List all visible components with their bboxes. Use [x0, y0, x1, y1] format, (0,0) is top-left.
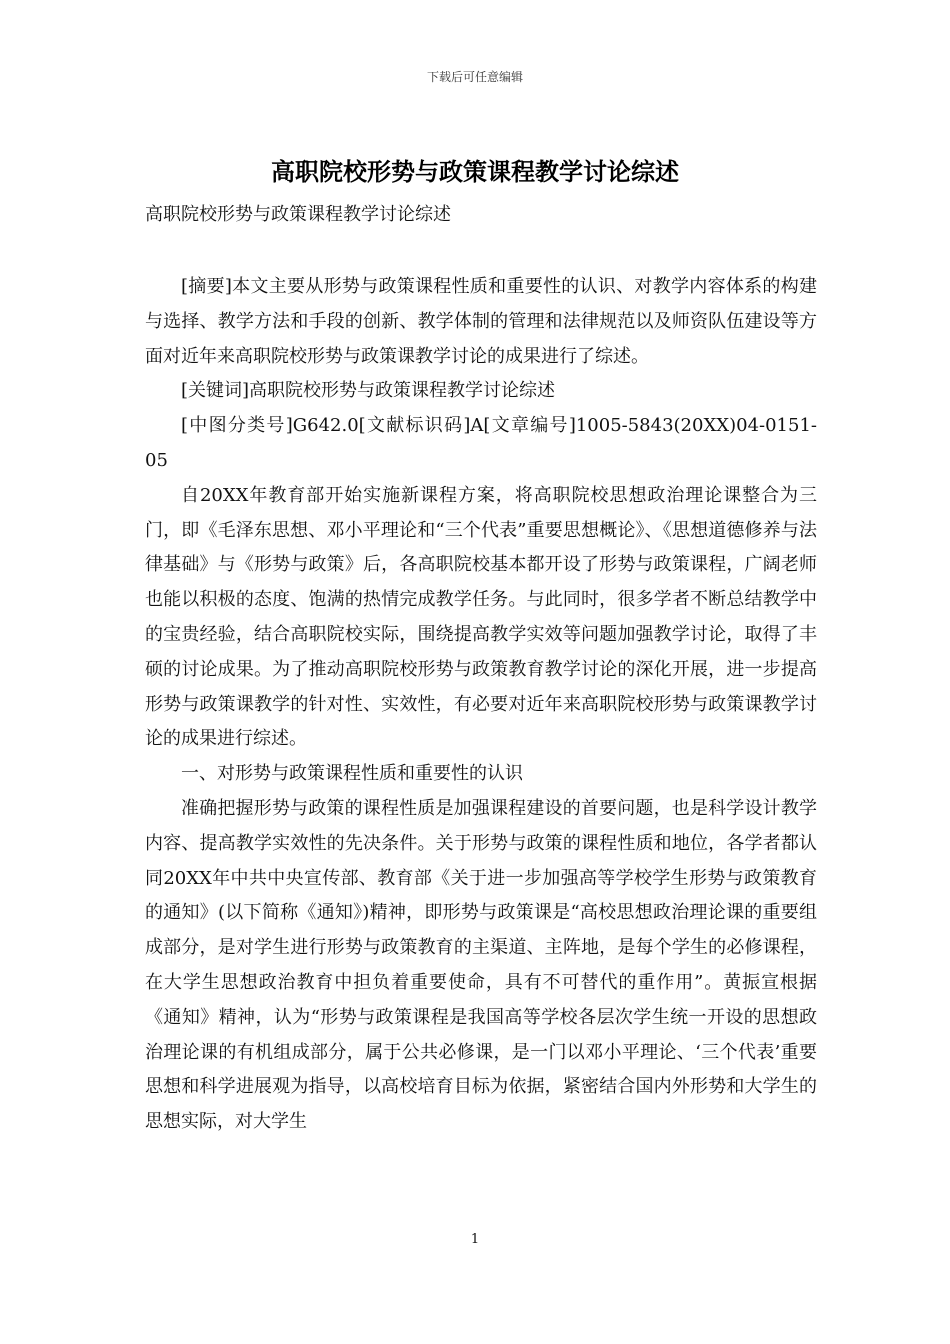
header-note: 下载后可任意编辑 [426, 70, 523, 84]
introduction-paragraph: 自20XX年教育部开始实施新课程方案，将高职院校思想政治理论课整合为三门，即《毛泽东思想、邓小平理论和“三个代表”重要思想概论》、《思想道德修养与法律基础》与《形势与政策》后，各高职院校基本都开设了形势与政策课程，广阔老师也能以积极的态度、饱满的热情完成教学任务。与此同时，很多学者不断总结教学中的宝贵经验，结合高职院校实际，围绕提高教学实效等问题加强教学讨论，取得了丰硕的讨论成果。为了推动高职院校形势与政策教育教学讨论的深化开展，进一步提高形势与政策课教学的针对性、实效性，有必要对近年来高职院校形势与政策课教学讨论的成果进行综述。 [145, 484, 817, 750]
keywords-paragraph: [关键词]高职院校形势与政策课程教学讨论综述 [181, 380, 556, 402]
document-title: 高职院校形势与政策课程教学讨论综述 [271, 157, 679, 186]
document-subtitle: 高职院校形势与政策课程教学讨论综述 [145, 204, 451, 225]
document-body [145, 270, 817, 1140]
classification-paragraph: [中图分类号]G642.0[文献标识码]A[文章编号]1005-5843(20XX)04-0151-05 [145, 415, 817, 471]
section-heading: 一、对形势与政策课程性质和重要性的认识 [181, 763, 523, 785]
page-number: 1 [470, 1232, 480, 1247]
abstract-paragraph: [摘要]本文主要从形势与政策课程性质和重要性的认识、对教学内容体系的构建与选择、教学方法和手段的创新、教学体制的管理和法律规范以及师资队伍建设等方面对近年来高职院校形势与政策课教学讨论的成果进行了综述。 [145, 276, 817, 367]
section-paragraph: 准确把握形势与政策的课程性质是加强课程建设的首要问题，也是科学设计教学内容、提高教学实效性的先决条件。关于形势与政策的课程性质和地位，各学者都认同20XX年中共中央宣传部、教育部《关于进一步加强高等学校学生形势与政策教育的通知》(以下简称《通知》)精神，即形势与政策课是“高校思想政治理论课的重要组成部分，是对学生进行形势与政策教育的主渠道、主阵地，是每个学生的必修课程，在大学生思想政治教育中担负着重要使命，具有不可替代的重作用”。黄振宣根据《通知》精神，认为“形势与政策课程是我国高等学校各层次学生统一开设的思想政治理论课的有机组成部分，属于公共必修课，是一门以邓小平理论、‘三个代表’重要思想和科学进展观为指导，以高校培育目标为依据，紧密结合国内外形势和大学生的思想实际，对大学生 [145, 797, 817, 1133]
